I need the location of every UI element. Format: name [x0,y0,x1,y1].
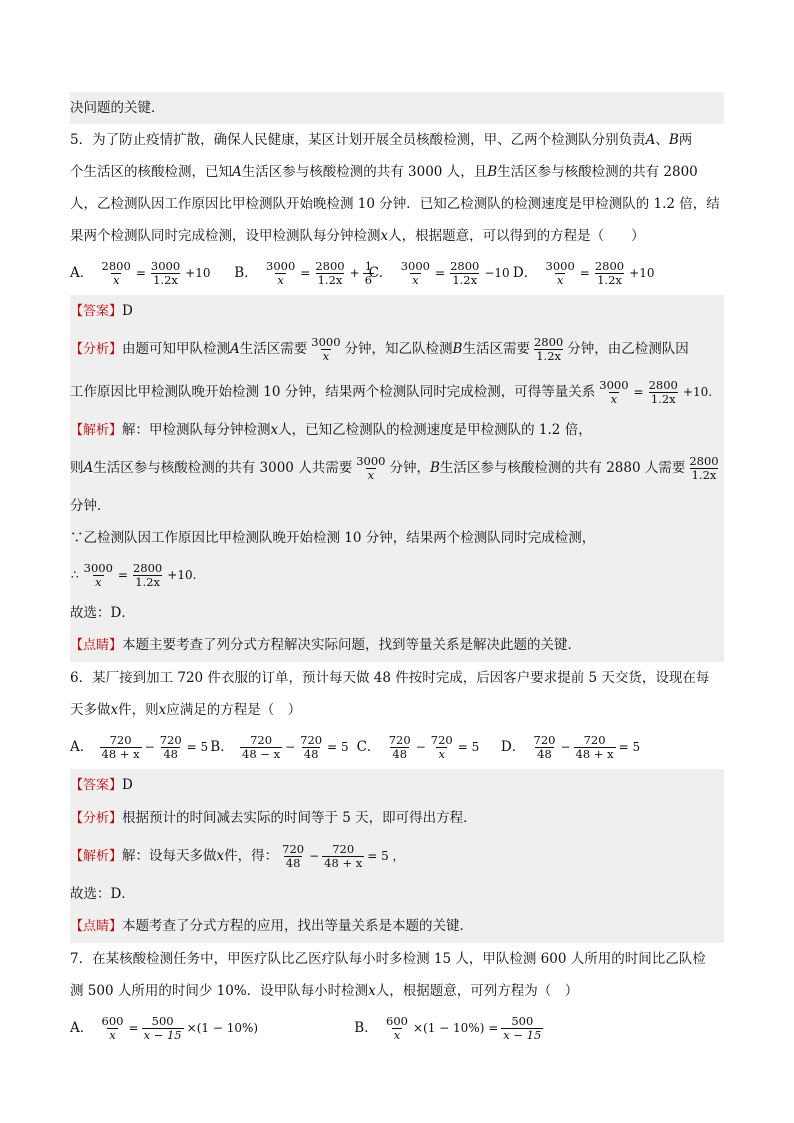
q6-option-d [501,734,641,761]
numerator: 1 [364,259,373,273]
q7-stem-line-1 [70,943,724,975]
numerator: 720 [300,733,323,747]
operator: = [633,385,644,399]
denominator: 1.2x [650,392,676,406]
q5-stem-line-3 [70,188,724,220]
q5-option-c [369,260,509,287]
operator: = [579,266,590,280]
q6-options [70,726,724,769]
q7-options [70,1007,724,1050]
q5-option-d [513,260,656,287]
var-b: B [668,132,679,148]
text: 分钟， [389,460,430,476]
fraction [501,1015,543,1042]
fraction [264,260,297,287]
q5-stem-line-2 [70,156,724,188]
term: = 5 [186,740,209,754]
numerator: 3000 [400,259,431,273]
answer-value: D [122,303,133,319]
term: = 5 ， [367,849,405,863]
option-label: A． [70,739,94,755]
denominator: 1.2x [536,349,561,363]
fraction [593,260,626,287]
numerator: 3000 [599,378,629,392]
var-a: A [232,164,242,180]
text: 应满足的方程是（ ） [166,702,302,718]
text: 生活区参与核酸检测的共有 2800 [497,164,698,180]
q5-option-b [234,259,373,287]
denominator: x [277,273,284,287]
fraction [131,562,164,589]
denominator: x [438,747,445,761]
q6-answer [70,769,724,802]
var-x: x [110,702,119,718]
denominator: x [322,349,330,363]
text: 7．在某核酸检测任务中，甲医疗队比乙医疗队每小时多检测 15 人，甲队检测 600 人所用的时间比乙队检 [70,951,706,967]
q5-solution-line-4 [70,522,724,554]
q6-explanation-block [70,769,724,943]
fraction [100,1015,126,1042]
denominator: x [610,392,618,406]
option-label: C． [368,265,393,281]
fraction [532,336,565,363]
var-a: A [230,341,240,357]
text: 生活区参与核酸检测的共有 3000 人，且 [241,164,488,180]
var-x: x [158,702,167,718]
solution-tag: 【解析】 [70,423,123,438]
option-label: B． [354,1020,378,1036]
fraction [399,260,432,287]
option-label: A． [70,265,94,281]
text: 人，根据题意，可以得到的方程是（ ） [388,228,645,244]
term: +10 [185,266,211,280]
text: 本题考查了分式方程的应用，找出等量关系是本题的关键． [122,918,474,934]
var-a: A [83,460,94,476]
text: 分钟，由乙检测队因 [567,341,689,357]
q6-analysis [70,802,724,835]
q5-solution-line-3 [70,490,724,522]
numerator: 3000 [266,259,296,273]
text: ∵乙检测队因工作原因比甲检测队晚开始检测 10 分钟，结果两个检测队同时完成检测， [70,530,596,546]
text: 故选：D． [70,886,135,902]
denominator: x [112,273,120,287]
fraction [82,562,115,589]
text: 生活区需要 [462,341,530,357]
text: 人，根据题意，可列方程为（ ） [375,983,579,999]
analysis-tag: 【分析】 [70,342,123,357]
term: +10. [682,385,713,399]
fraction [448,260,481,287]
q5-explanation-block [70,295,724,662]
term: ×(1 − 10%) = [412,1021,499,1035]
denominator: 48 [303,747,319,761]
denominator: x − 15 [503,1028,542,1042]
text: 两 [678,132,693,148]
option-label: C． [356,739,381,755]
numerator: 720 [250,733,273,747]
numerator: 2800 [132,561,163,575]
numerator: 720 [533,733,556,747]
document-page [70,92,724,1050]
numerator: 3000 [545,259,575,273]
operator: = [117,568,128,582]
q6-comment [70,910,724,943]
numerator: 2800 [450,259,480,273]
fraction [647,379,680,406]
fraction [100,260,133,287]
term: +10. [167,568,197,582]
q5-analysis-line-2 [70,371,724,414]
text: 天多做 [70,702,111,718]
text: 解：甲检测队每分钟检测 [122,422,271,438]
text: 件，则 [118,702,159,718]
numerator: 720 [583,733,606,747]
text: 件，得： [224,848,279,864]
text: 果两个检测队同时完成检测，设甲检测队每分钟检测 [70,228,381,244]
fraction [574,734,616,761]
q6-option-c [357,734,497,761]
term: = 5 [618,740,641,754]
fraction [384,1015,410,1042]
denominator: 1.2x [691,468,717,482]
numerator: 720 [430,733,453,747]
term: +10 [629,266,655,280]
text: 工作原因比甲检测队晚开始检测 10 分钟，结果两个检测队同时完成检测，可得等量关系 [70,384,596,400]
term: −10 [484,266,510,280]
operator: − [285,740,296,754]
text: 分钟． [70,498,111,514]
q5-solution-line-1 [70,414,724,447]
text: 人，已知乙检测队的检测速度是甲检测队的 1.2 倍， [278,422,592,438]
option-label: D． [500,739,526,755]
option-label: A． [70,1020,94,1036]
text: 由题可知甲队检测 [122,341,231,357]
q6-stem-line-1 [70,662,724,694]
q5-option-a [70,260,230,287]
operator: = [128,1021,139,1035]
denominator: 1.2x [597,273,622,287]
text: 本题主要考查了列分式方程解决实际问题，找到等量关系是解决此题的关键． [122,637,582,653]
text: 解：设每天多做 [122,848,217,864]
var-x: x [380,228,389,244]
q5-solution-equation [70,554,724,597]
numerator: 3000 [150,259,181,273]
numerator: 2800 [101,259,131,273]
numerator: 720 [159,733,182,747]
q5-answer [70,295,724,328]
text: 决问题的关键． [70,100,165,116]
numerator: 2800 [594,259,625,273]
q6-option-b [210,734,352,761]
fraction [354,455,387,482]
text: 人，乙检测队因工作原因比甲检测队开始晚检测 10 分钟．已知乙检测队的检测速度是甲检测队的 1.2 倍，结 [70,196,720,212]
text: 生活区参与核酸检测的共有 2880 人需要 [439,460,686,476]
fraction [544,260,577,287]
analysis-tag: 【分析】 [70,811,123,826]
solution-tag: 【解析】 [70,849,123,864]
denominator: 1.2x [153,273,178,287]
option-label: B． [234,265,258,281]
fraction [298,734,324,761]
operator: − [144,740,155,754]
text: 则 [70,460,84,476]
numerator: 500 [511,1014,534,1028]
fraction [322,843,364,870]
operator: − [415,740,426,754]
var-x: x [216,848,225,864]
numerator: 3000 [83,561,113,575]
var-b: B [452,341,463,357]
operator: = [135,266,146,280]
denominator: x [412,273,419,287]
answer-tag: 【答案】 [70,778,123,793]
text: 生活区需要 [239,341,308,357]
operator: + [349,266,360,280]
denominator: 48 [392,747,408,761]
denominator: x − 15 [143,1028,182,1042]
numerator: 2800 [315,259,345,273]
denominator: x [367,468,375,482]
term: ×(1 − 10%) [186,1021,259,1035]
denominator: 48 + x [575,747,614,761]
q6-option-a [70,733,209,761]
var-x: x [368,983,376,999]
term: = 5 [327,740,349,754]
operator: − [309,849,320,863]
denominator: 48 − x [242,747,281,761]
numerator: 2800 [648,378,678,392]
comment-tag: 【点睛】 [70,638,123,653]
q7-stem-line-2 [70,975,724,1007]
therefore-symbol: ∴ [71,568,79,582]
q5-options [70,252,724,295]
numerator: 720 [388,733,411,747]
denominator: 6 [364,273,373,287]
numerator: 2800 [689,454,719,468]
fraction [240,734,282,761]
answer-value: D [122,777,133,793]
option-label: B． [210,739,234,755]
denominator: x [95,575,102,589]
q5-solution-line-2 [70,447,724,490]
var-x: x [270,422,279,438]
q7-option-b [354,1015,545,1042]
denominator: 48 [285,856,301,870]
var-b: B [487,164,498,180]
q5-stem-line-4 [70,220,724,252]
denominator: 1.2x [135,575,161,589]
numerator: 720 [332,842,355,856]
text: 、 [655,132,669,148]
q6-solution-choice [70,878,724,910]
q6-stem-line-2 [70,694,724,726]
numerator: 720 [282,842,305,856]
fraction [309,336,342,363]
numerator: 3000 [356,454,386,468]
q5-comment [70,629,724,662]
denominator: 1.2x [317,273,343,287]
numerator: 600 [386,1014,408,1028]
denominator: x [556,273,564,287]
numerator: 500 [151,1014,174,1028]
option-label: D． [512,265,538,281]
q5-analysis-line-1 [70,328,724,371]
fraction [687,455,720,482]
operator: − [560,740,571,754]
fraction [532,734,558,761]
operator: = [435,266,446,280]
fraction [280,843,306,870]
text: 分钟，知乙队检测 [344,341,453,357]
text: 根据预计的时间减去实际的时间等于 5 天，即可得出方程． [122,810,477,826]
numerator: 720 [109,733,132,747]
q6-solution-line-1 [70,835,724,878]
denominator: 48 + x [324,856,363,870]
denominator: 48 [537,747,552,761]
denominator: x [393,1028,401,1042]
text: 生活区参与核酸检测的共有 3000 人共需要 [93,460,353,476]
numerator: 2800 [533,335,564,349]
fraction [313,260,346,287]
numerator: 3000 [311,335,341,349]
fraction [149,260,182,287]
text: 6．某厂接到加工 720 件衣服的订单，预计每天做 48 件按时完成，后因客户要求提前 5 天交货，设现在每 [70,670,710,686]
fraction [142,1015,184,1042]
denominator: 1.2x [452,273,478,287]
q5-stem-line-1 [70,124,724,156]
var-b: B [429,460,440,476]
q7-option-a [70,1015,350,1042]
fraction [429,734,455,761]
fraction [100,734,142,761]
operator: = [300,266,311,280]
q5-solution-choice [70,597,724,629]
text: 5．为了防止疫情扩散，确保人民健康，某区计划开展全员核酸检测，甲、乙两个检测队分别负责 [70,132,646,148]
var-a: A [645,132,656,148]
text: 测 500 人所用的时间少 10%．设甲队每小时检测 [70,983,369,999]
text: 故选：D． [70,605,135,621]
denominator: x [109,1028,116,1042]
answer-tag: 【答案】 [70,304,123,319]
fraction [158,734,184,761]
term: = 5 [457,740,480,754]
comment-tag: 【点睛】 [70,919,123,934]
denominator: 48 + x [101,747,140,761]
numerator: 600 [101,1014,124,1028]
prev-question-tail [70,92,724,124]
denominator: 48 [163,747,178,761]
fraction [387,734,413,761]
fraction [597,379,630,406]
text: 个生活区的核酸检测，已知 [70,164,232,180]
